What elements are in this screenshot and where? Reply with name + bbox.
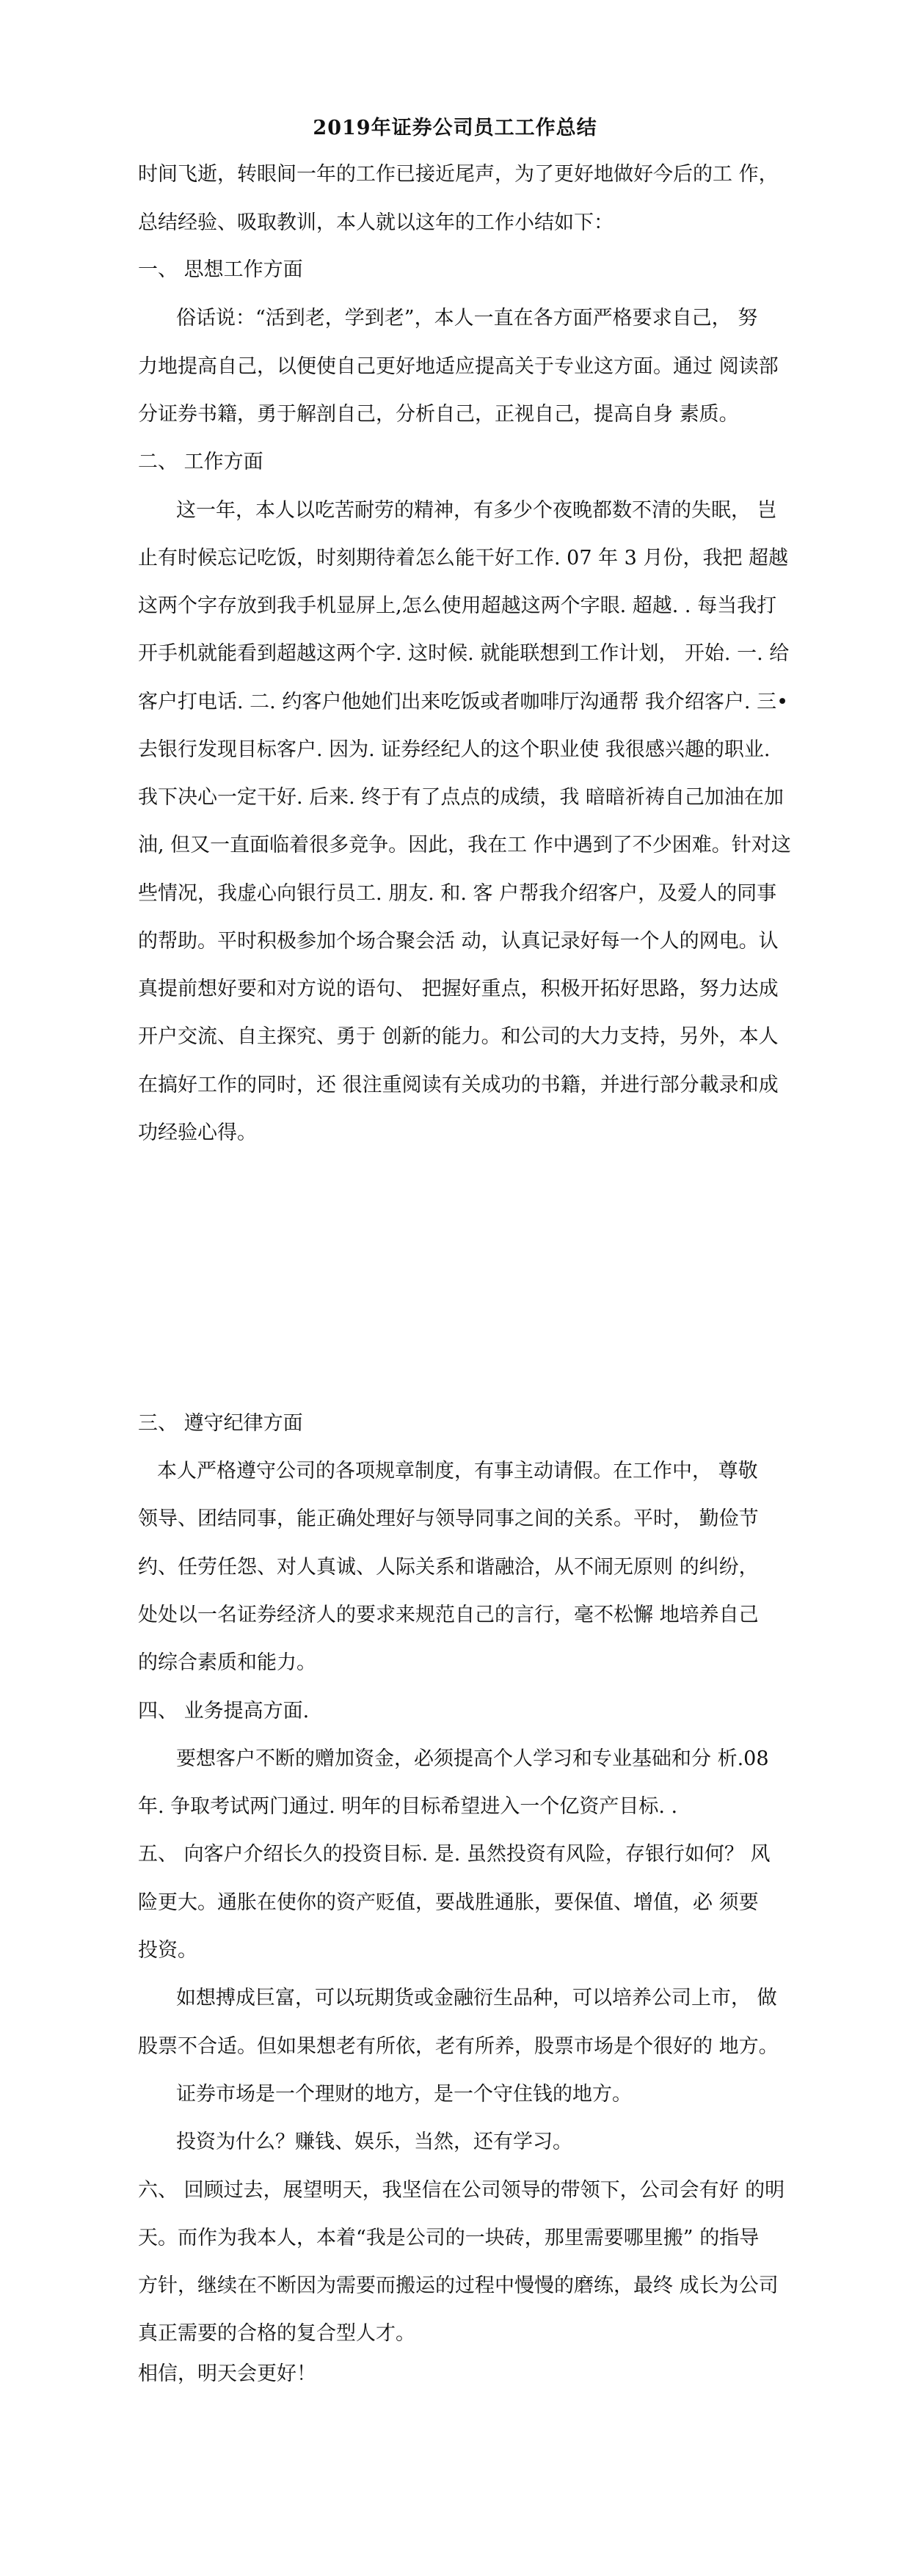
paragraph-line: 止有时候忘记吃饭，时刻期待着怎么能干好工作. 07 年 3 月份，我把 超越 bbox=[138, 547, 789, 570]
paragraph-line: 天。而作为我本人，本着“我是公司的一块砖，那里需要哪里搬” 的指导 bbox=[138, 2227, 760, 2249]
paragraph-line: 俗话说：“活到老，学到老”，本人一直在各方面严格要求自己， 努 bbox=[176, 307, 758, 330]
closing-line: 相信，明天会更好！ bbox=[138, 2362, 316, 2385]
paragraph-line: 真提前想好要和对方说的语句、 把握好重点，积极开拓好思路，努力达成 bbox=[138, 978, 779, 1000]
paragraph-line: 险更大。通胀在使你的资产贬值，要战胜通胀，要保值、增值，必 须要 bbox=[138, 1891, 759, 1914]
section-heading: 五、 向客户介绍长久的投资目标. 是. 虽然投资有风险，存银行如何？ 风 bbox=[138, 1843, 771, 1866]
intro-line: 总结经验、吸取教训，本人就以这年的工作小结如下： bbox=[138, 211, 614, 234]
paragraph-line: 投资为什么？赚钱、娱乐，当然，还有学习。 bbox=[176, 2131, 572, 2153]
paragraph-line: 些情况，我虚心向银行员工. 朋友. 和. 客 户帮我介绍客户，及爱人的同事 bbox=[138, 882, 777, 905]
paragraph-line: 要想客户不断的赠加资金，必须提高个人学习和专业基础和分 析.08 bbox=[176, 1747, 769, 1770]
section-heading: 六、 回顾过去，展望明天，我坚信在公司领导的带领下，公司会有好 的明 bbox=[138, 2179, 785, 2202]
paragraph-line: 去银行发现目标客户. 因为. 证券经纪人的这个职业使 我很感兴趣的职业. bbox=[138, 738, 771, 761]
paragraph-line: 分证券书籍，勇于解剖自己，分析自己，正视自己，提高自身 素质。 bbox=[138, 403, 739, 426]
paragraph-line: 的帮助。平时积极参加个场合聚会活 动，认真记录好每一个人的网电。认 bbox=[138, 930, 779, 953]
paragraph-line: 的综合素质和能力。 bbox=[138, 1651, 316, 1674]
paragraph-line: 开户交流、自主探究、勇于 创新的能力。和公司的大力支持，另外，本人 bbox=[138, 1025, 779, 1048]
paragraph-line: 客户打电话. 二. 约客户他她们出来吃饭或者咖啡厅沟通帮 我介绍客户. 三• bbox=[138, 691, 789, 713]
paragraph-line: 方针，继续在不断因为需要而搬运的过程中慢慢的磨练，最终 成长为公司 bbox=[138, 2274, 779, 2297]
paragraph-line: 如想搏成巨富，可以玩期货或金融衍生品种，可以培养公司上市， 做 bbox=[176, 1987, 777, 2009]
paragraph-line: 我下决心一定干好. 后来. 终于有了点点的成绩，我 暗暗祈祷自己加油在加 bbox=[138, 786, 784, 809]
section-heading: 一、 思想工作方面 bbox=[138, 258, 303, 281]
paragraph-line: 开手机就能看到超越这两个字. 这时候. 就能联想到工作计划， 开始. 一. 给 bbox=[138, 642, 790, 665]
paragraph-line: 本人严格遵守公司的各项规章制度，有事主动请假。在工作中， 尊敬 bbox=[157, 1460, 758, 1482]
paragraph-line: 真正需要的合格的复合型人才。 bbox=[138, 2322, 415, 2345]
paragraph-line: 油, 但又一直面临着很多竞争。因此，我在工 作中遇到了不少困难。针对这 bbox=[138, 834, 791, 856]
paragraph-line: 约、任劳任怨、对人真诚、人际关系和谐融洽，从不闹无原则 的纠纷， bbox=[138, 1556, 759, 1579]
paragraph-line: 证券市场是一个理财的地方，是一个守住钱的地方。 bbox=[176, 2083, 632, 2106]
section-heading: 三、 遵守纪律方面 bbox=[138, 1412, 303, 1435]
paragraph-line: 领导、团结同事，能正确处理好与领导同事之间的关系。平时， 勤俭节 bbox=[138, 1507, 759, 1530]
paragraph-line: 力地提高自己，以便使自己更好地适应提高关于专业这方面。通过 阅读部 bbox=[138, 355, 779, 378]
section-heading: 四、 业务提高方面. bbox=[138, 1700, 310, 1722]
paragraph-line: 股票不合适。但如果想老有所依，老有所养，股票市场是个很好的 地方。 bbox=[138, 2035, 779, 2058]
paragraph-line: 这两个字存放到我手机显屏上,怎么使用超越这两个字眼. 超越. . 每当我打 bbox=[138, 594, 777, 617]
document-title: 2019年证券公司员工工作总结 bbox=[313, 117, 597, 139]
section-heading: 二、 工作方面 bbox=[138, 451, 263, 473]
paragraph-line: 这一年，本人以吃苦耐劳的精神，有多少个夜晚都数不清的失眠， 岂 bbox=[176, 499, 777, 522]
paragraph-line: 在搞好工作的同时，还 很注重阅读有关成功的书籍，并进行部分載录和成 bbox=[138, 1074, 779, 1096]
paragraph-line: 年. 争取考试两门通过. 明年的目标希望进入一个亿资产目标. . bbox=[138, 1795, 678, 1818]
paragraph-line: 处处以一名证券经济人的要求来规范自己的言行，毫不松懈 地培养自己 bbox=[138, 1604, 759, 1626]
paragraph-line: 投资。 bbox=[138, 1939, 197, 1962]
intro-line: 时间飞逝，转眼间一年的工作已接近尾声，为了更好地做好今后的工 作， bbox=[138, 163, 779, 186]
paragraph-line: 功经验心得。 bbox=[138, 1121, 257, 1144]
